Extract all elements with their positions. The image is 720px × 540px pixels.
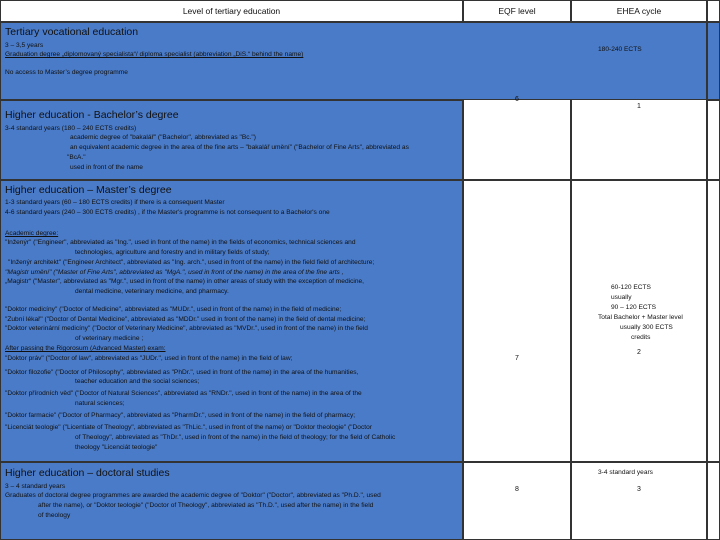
master-r2: "Doktor filozofie" ("Doctor of Philosophy", abbreviated as "PhDr.", used in front of the name) in the area of the humanities, — [5, 369, 359, 376]
header-ehea: EHEA cycle — [571, 0, 707, 22]
tertiary-line3: No access to Master’s degree programme — [5, 69, 128, 76]
eqf-8-cell — [463, 462, 571, 540]
master-r4: "Doktor farmacie" ("Doctor of Pharmacy", abbreviated as "PharmDr.", used in front of the name) in the field of pharmacy; — [5, 412, 356, 419]
eqf-6-value: 6 — [515, 96, 519, 103]
ehea-1-cell — [571, 100, 707, 180]
ehea-2-value: 2 — [637, 349, 641, 356]
ehea-1-value: 1 — [637, 103, 641, 110]
master-r3: "Doktor přírodních věd" ("Doctor of Natural Sciences", abbreviated as "RNDr.", used in front of the name) in the area of the — [5, 390, 362, 397]
master-ects6: credits — [631, 334, 651, 341]
master-ad3: "Magistr umění" ("Master of Fine Arts", abbreviated as "MgA.", used in front of the name) in the area of the fine arts , — [5, 269, 344, 276]
tertiary-line2: Graduation degree „diplomovaný specialista“/ diploma specialist (abbreviation „DiS.“ behind the name) — [5, 51, 304, 58]
master-med2: "Zubní lékař" ("Doctor of Dental Medicine", abbreviated as "MDDr." used in front of the name) in the field of dental medicine; — [5, 316, 366, 323]
eqf-6-cell — [463, 100, 571, 180]
bachelor-line3: an equivalent academic degree in the area of the fine arts – "bakalář umění" ("Bachelor of Fine Arts", abbreviated as — [70, 144, 409, 151]
master-r1: "Doktor práv" ("Doctor of law", abbreviated as "JUDr.", used in front of the name) in the field of law; — [5, 355, 293, 362]
bachelor-line5: used in front of the name — [70, 164, 143, 171]
bachelor-line1: 3-4 standard years (180 – 240 ECTS credits) — [5, 125, 137, 132]
eqf-7-cell — [463, 180, 571, 462]
bachelor-line2: academic degree of "bakalář" ("Bachelor", abbreviated as "Bc.") — [70, 134, 256, 141]
eqf-8-value: 8 — [515, 486, 519, 493]
master-med3: "Doktor veterinární medicíny" ("Doctor of Veterinary Medicine", abbreviated as "MVDr.", used in front of the name) in the field — [5, 325, 368, 332]
master-ad1: "Inženýr" ("Engineer", abbreviated as "Ing.", used in front of the name) in the fields of economics, technical sciences and — [5, 239, 356, 246]
master-r5b: of Theology", abbreviated as "ThDr.", used in front of the name) in the field of theology; for the field of Catholic — [75, 434, 396, 441]
master-ects4: Total Bachelor + Master level — [598, 314, 683, 321]
master-ad1b: technologies, agriculture and forestry and in military fields of study; — [75, 249, 270, 256]
doctoral-years: 3-4 standard years — [598, 469, 653, 476]
master-ects5: usually 300 ECTS — [620, 324, 673, 331]
master-line1: 1-3 standard years (60 – 180 ECTS credits) if there is a consequent Master — [5, 199, 225, 206]
header-eqf: EQF level — [463, 0, 571, 22]
master-ad2: "Inženýr architekt" ("Engineer Architect", abbreviated as "Ing. arch.", used in front of the name) in the field field of architecture; — [8, 259, 375, 266]
master-ad4: „Magistr“ ("Master", abbreviated as "Mgr.", used in front of the name) in other areas of study with the exception of medicine, — [5, 278, 364, 285]
master-r5: "Licenciát teologie" ("Licentiate of Theology", abbreviated as "ThLic.", used in front of the name) or "Doktor theologie" ("Doctor — [5, 424, 372, 431]
right-edge-cell — [707, 462, 720, 540]
eqf-7-value: 7 — [515, 355, 519, 362]
doctoral-line2: Graduates of doctoral degree programmes are awarded the academic degree of "Doktor" ("Doctor", abbreviated as "Ph.D.", used — [5, 492, 381, 499]
master-r5c: theology "Licenciát teologie" — [75, 444, 158, 451]
doctoral-line1: 3 – 4 standard years — [5, 483, 66, 490]
master-r3b: natural sciences; — [75, 400, 125, 407]
tertiary-ects: 180-240 ECTS — [598, 46, 642, 53]
tertiary-title: Tertiary vocational education — [5, 26, 139, 38]
master-ad-label: Academic degree: — [5, 230, 59, 237]
master-ects1: 60-120 ECTS — [611, 284, 651, 291]
master-rigorosum: After passing the Rigorosum (Advanced Master) exam: — [5, 345, 166, 352]
right-edge-cell — [707, 0, 720, 22]
master-r2b: teacher education and the social sciences; — [75, 378, 200, 385]
bachelor-line4: "BcA." — [67, 154, 86, 161]
right-edge-cell — [707, 22, 720, 100]
master-ad4b: dental medicine, veterinary medicine, and pharmacy. — [75, 288, 229, 295]
ehea-3-value: 3 — [637, 486, 641, 493]
header-level: Level of tertiary education — [0, 0, 463, 22]
master-title: Higher education – Master’s degree — [5, 184, 172, 196]
master-med1: "Doktor medicíny" ("Doctor of Medicine", abbreviated as "MUDr.", used in front of the name) in the field of medicine; — [5, 306, 342, 313]
bachelor-title: Higher education - Bachelor’s degree — [5, 109, 179, 121]
right-edge-cell — [707, 180, 720, 462]
right-edge-cell — [707, 100, 720, 180]
master-med3b: of veterinary medicine ; — [75, 335, 144, 342]
master-ects2: usually — [611, 294, 632, 301]
master-line2: 4-6 standard years (240 – 300 ECTS credits) , if the Master's programme is not consequent to a Bachelor's one — [5, 209, 330, 216]
doctoral-line3: after the name), or "Doktor teologie" ("Doctor of Theology", abbreviated as "Th.D.", used after the name) in the field — [38, 502, 374, 509]
doctoral-title: Higher education – doctoral studies — [5, 467, 170, 479]
master-ects3: 90 – 120 ECTS — [611, 304, 657, 311]
tertiary-line1: 3 – 3,5 years — [5, 42, 44, 49]
doctoral-line4: of theology — [38, 512, 71, 519]
